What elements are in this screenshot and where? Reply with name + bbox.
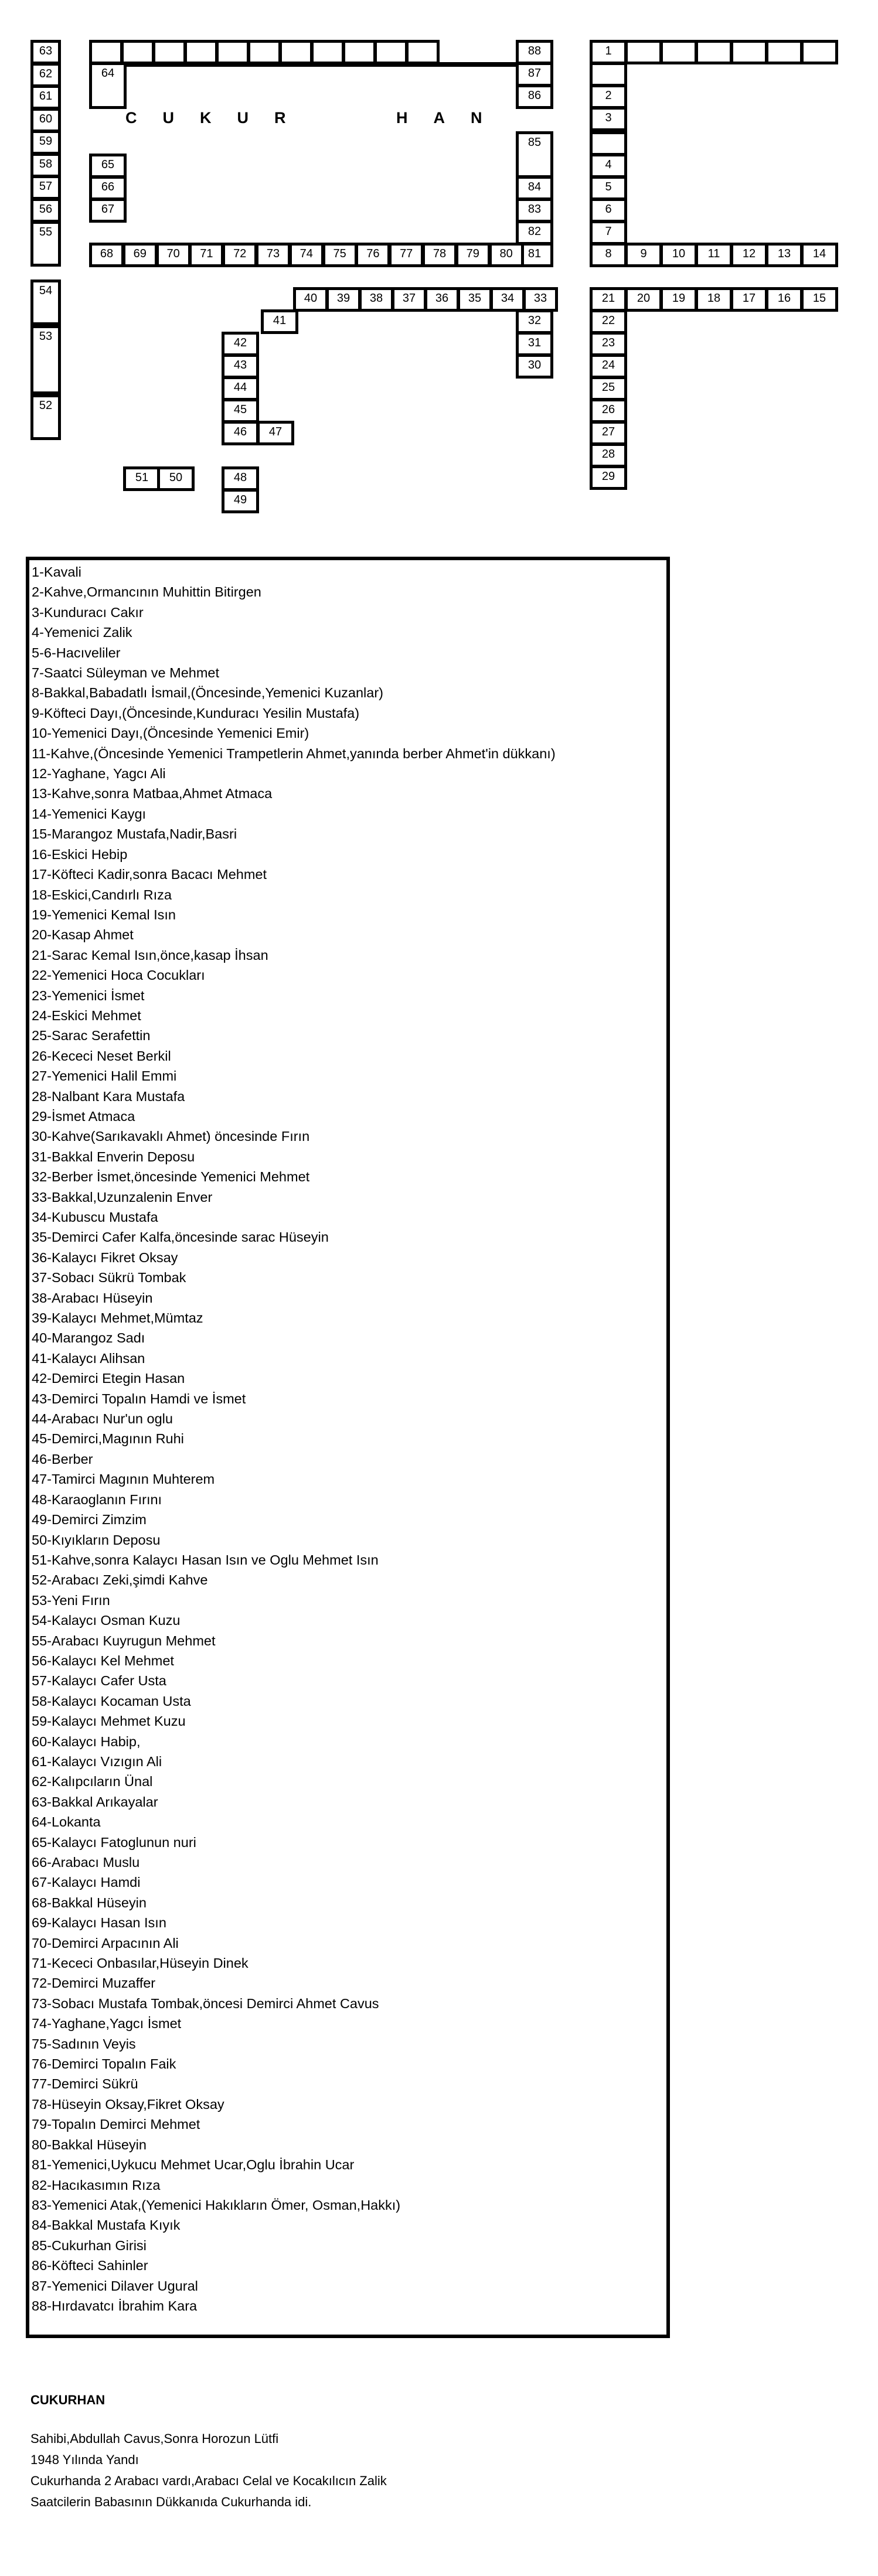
- shop-cell-1: 1: [590, 40, 627, 64]
- legend-item: 74-Yaghane,Yagcı İsmet: [32, 2016, 182, 2032]
- legend-item: 66-Arabacı Muslu: [32, 1855, 140, 1870]
- legend-item: 52-Arabacı Zeki,şimdi Kahve: [32, 1572, 208, 1588]
- shop-cell-17: 17: [730, 287, 768, 312]
- legend-item: 37-Sobacı Sükrü Tombak: [32, 1270, 186, 1286]
- shop-cell-72: 72: [222, 243, 257, 267]
- legend-item: 13-Kahve,sonra Matbaa,Ahmet Atmaca: [32, 786, 273, 802]
- shop-cell-61: 61: [30, 85, 61, 110]
- shop-cell-63: 63: [30, 40, 61, 64]
- shop-cell-21: 21: [590, 287, 627, 312]
- shop-cell-blank: [89, 40, 123, 64]
- legend-item: 85-Cukurhan Girisi: [32, 2237, 147, 2253]
- shop-cell-12: 12: [730, 243, 768, 267]
- shop-cell-blank: [660, 40, 697, 64]
- shop-cell-34: 34: [490, 287, 525, 312]
- legend-item: 41-Kalaycı Alihsan: [32, 1350, 145, 1366]
- shop-cell-blank: [590, 62, 627, 87]
- shop-cell-87: 87: [516, 62, 553, 87]
- shop-cell-26: 26: [590, 398, 627, 423]
- legend-item: 87-Yemenici Dilaver Ugural: [32, 2278, 198, 2294]
- shop-cell-16: 16: [765, 287, 803, 312]
- shop-cell-28: 28: [590, 443, 627, 468]
- legend-item: 31-Bakkal Enverin Deposu: [32, 1149, 195, 1164]
- shop-cell-39: 39: [326, 287, 361, 312]
- shop-cell-29: 29: [590, 465, 627, 490]
- legend-item: 16-Eskici Hebip: [32, 846, 128, 862]
- legend-item: 18-Eskici,Candırlı Rıza: [32, 887, 172, 902]
- legend-item: 63-Bakkal Arıkayalar: [32, 1794, 158, 1810]
- shop-cell-66: 66: [89, 176, 127, 200]
- shop-cell-49: 49: [222, 489, 259, 513]
- legend-item: 64-Lokanta: [32, 1814, 101, 1830]
- legend-item: 28-Nalbant Kara Mustafa: [32, 1088, 185, 1104]
- shop-cell-74: 74: [289, 243, 324, 267]
- legend-item: 88-Hırdavatcı İbrahim Kara: [32, 2298, 198, 2313]
- shop-cell-78: 78: [422, 243, 457, 267]
- map-title-cukur: CUKUR: [125, 109, 312, 127]
- legend-item: 7-Saatci Süleyman ve Mehmet: [32, 665, 220, 681]
- shop-cell-36: 36: [424, 287, 460, 312]
- shop-cell-80: 80: [489, 243, 524, 267]
- footer-title: CUKURHAN: [30, 2393, 106, 2407]
- shop-cell-50: 50: [157, 466, 195, 491]
- shop-cell-31: 31: [516, 332, 553, 356]
- legend-item: 60-Kalaycı Habip,: [32, 1733, 141, 1749]
- legend-item: 73-Sobacı Mustafa Tombak,öncesi Demirci Ahmet Cavus: [32, 1995, 379, 2011]
- shop-cell-56: 56: [30, 198, 61, 223]
- shop-cell-58: 58: [30, 153, 61, 178]
- legend-item: 5-6-Hacıveliler: [32, 645, 121, 660]
- shop-cell-48: 48: [222, 466, 259, 491]
- legend-item: 19-Yemenici Kemal Isın: [32, 907, 176, 922]
- legend-item: 36-Kalaycı Fikret Oksay: [32, 1249, 178, 1265]
- legend-item: 26-Kececi Neset Berkil: [32, 1048, 171, 1064]
- shop-cell-67: 67: [89, 198, 127, 223]
- shop-cell-77: 77: [389, 243, 424, 267]
- shop-legend: [26, 557, 670, 2338]
- shop-cell-71: 71: [189, 243, 224, 267]
- shop-cell-7: 7: [590, 220, 627, 245]
- legend-item: 82-Hacıkasımın Rıza: [32, 2177, 161, 2193]
- shop-cell-22: 22: [590, 309, 627, 334]
- legend-item: 9-Köfteci Dayı,(Öncesinde,Kunduracı Yesilin Mustafa): [32, 705, 360, 721]
- legend-item: 33-Bakkal,Uzunzalenin Enver: [32, 1189, 213, 1205]
- shop-cell-32: 32: [516, 309, 553, 334]
- legend-item: 46-Berber: [32, 1451, 93, 1467]
- shop-cell-70: 70: [156, 243, 191, 267]
- shop-cell-30: 30: [516, 354, 553, 379]
- shop-cell-37: 37: [392, 287, 427, 312]
- shop-cell-blank: [121, 40, 155, 64]
- shop-cell-blank: [279, 40, 313, 64]
- legend-item: 72-Demirci Muzaffer: [32, 1975, 156, 1991]
- legend-item: 75-Sadının Veyis: [32, 2036, 136, 2052]
- legend-item: 35-Demirci Cafer Kalfa,öncesinde sarac Hüseyin: [32, 1229, 329, 1245]
- legend-item: 3-Kunduracı Cakır: [32, 604, 144, 620]
- shop-cell-53: 53: [30, 325, 61, 394]
- shop-cell-blank: [730, 40, 768, 64]
- shop-cell-62: 62: [30, 63, 61, 87]
- legend-item: 8-Bakkal,Babadatlı İsmail,(Öncesinde,Yemenici Kuzanlar): [32, 685, 383, 701]
- shop-cell-18: 18: [695, 287, 733, 312]
- shop-cell-14: 14: [801, 243, 838, 267]
- legend-item: 79-Topalın Demirci Mehmet: [32, 2117, 200, 2132]
- legend-item: 2-Kahve,Ormancının Muhittin Bitirgen: [32, 584, 261, 600]
- legend-item: 80-Bakkal Hüseyin: [32, 2137, 147, 2152]
- shop-cell-47: 47: [257, 421, 294, 445]
- shop-cell-20: 20: [625, 287, 662, 312]
- shop-cell-79: 79: [455, 243, 491, 267]
- shop-cell-81: 81: [516, 243, 553, 267]
- legend-item: 30-Kahve(Sarıkavaklı Ahmet) öncesinde Fırın: [32, 1129, 310, 1144]
- shop-cell-65: 65: [89, 154, 127, 178]
- legend-item: 1-Kavali: [32, 564, 81, 580]
- legend-item: 76-Demirci Topalın Faik: [32, 2056, 176, 2072]
- legend-item: 23-Yemenici İsmet: [32, 987, 145, 1003]
- legend-item: 4-Yemenici Zalik: [32, 625, 132, 640]
- shop-cell-11: 11: [695, 243, 733, 267]
- shop-cell-2: 2: [590, 84, 627, 109]
- legend-item: 61-Kalaycı Vızıgın Ali: [32, 1753, 162, 1769]
- legend-item: 10-Yemenici Dayı,(Öncesinde Yemenici Emir): [32, 725, 309, 741]
- legend-item: 11-Kahve,(Öncesinde Yemenici Trampetlerin Ahmet,yanında berber Ahmet'in dükkanı): [32, 745, 556, 761]
- shop-cell-blank: [625, 40, 662, 64]
- shop-cell-75: 75: [322, 243, 358, 267]
- legend-item: 15-Marangoz Mustafa,Nadir,Basri: [32, 826, 237, 842]
- legend-item: 17-Köfteci Kadir,sonra Bacacı Mehmet: [32, 867, 267, 882]
- legend-item: 53-Yeni Fırın: [32, 1592, 110, 1608]
- legend-item: 14-Yemenici Kaygı: [32, 806, 147, 822]
- shop-cell-blank: [765, 40, 803, 64]
- legend-item: 45-Demirci,Magının Ruhi: [32, 1431, 184, 1447]
- shop-cell-4: 4: [590, 154, 627, 178]
- map-title-han: HAN: [396, 109, 508, 127]
- shop-cell-68: 68: [89, 243, 124, 267]
- shop-cell-24: 24: [590, 354, 627, 379]
- shop-cell-41: 41: [261, 309, 298, 334]
- shop-cell-5: 5: [590, 176, 627, 200]
- shop-cell-blank: [184, 40, 218, 64]
- legend-item: 57-Kalaycı Cafer Usta: [32, 1673, 166, 1689]
- footer-line: Cukurhanda 2 Arabacı vardı,Arabacı Celal ve Kocakılıcın Zalik: [30, 2473, 387, 2488]
- shop-cell-84: 84: [516, 176, 553, 200]
- legend-item: 42-Demirci Etegin Hasan: [32, 1371, 185, 1386]
- shop-cell-52: 52: [30, 394, 61, 440]
- legend-item: 48-Karaoglanın Fırını: [32, 1491, 162, 1507]
- shop-cell-blank: [216, 40, 250, 64]
- shop-cell-42: 42: [222, 332, 259, 356]
- shop-cell-35: 35: [457, 287, 492, 312]
- legend-item: 38-Arabacı Hüseyin: [32, 1290, 153, 1306]
- shop-cell-15: 15: [801, 287, 838, 312]
- shop-cell-blank: [311, 40, 345, 64]
- shop-cell-9: 9: [625, 243, 662, 267]
- legend-item: 50-Kıyıkların Deposu: [32, 1532, 161, 1548]
- shop-cell-55: 55: [30, 221, 61, 267]
- shop-cell-3: 3: [590, 107, 627, 131]
- legend-item: 84-Bakkal Mustafa Kıyık: [32, 2217, 181, 2233]
- footer-line: 1948 Yılında Yandı: [30, 2452, 139, 2467]
- legend-item: 62-Kalıpcıların Ünal: [32, 1774, 153, 1790]
- legend-item: 71-Kececi Onbasılar,Hüseyin Dinek: [32, 1955, 249, 1971]
- shop-cell-blank: [590, 131, 627, 156]
- shop-cell-54: 54: [30, 280, 61, 325]
- shop-cell-19: 19: [660, 287, 697, 312]
- shop-cell-blank: [406, 40, 440, 64]
- shop-cell-82: 82: [516, 220, 553, 245]
- shop-cell-blank: [801, 40, 838, 64]
- shop-cell-blank: [342, 40, 376, 64]
- shop-cell-38: 38: [359, 287, 394, 312]
- legend-item: 29-İsmet Atmaca: [32, 1108, 135, 1124]
- shop-cell-13: 13: [765, 243, 803, 267]
- shop-cell-60: 60: [30, 108, 61, 132]
- shop-cell-25: 25: [590, 376, 627, 401]
- legend-item: 67-Kalaycı Hamdi: [32, 1875, 141, 1890]
- legend-item: 69-Kalaycı Hasan Isın: [32, 1915, 166, 1931]
- shop-cell-blank: [247, 40, 281, 64]
- legend-item: 12-Yaghane, Yagcı Ali: [32, 766, 166, 782]
- shop-cell-27: 27: [590, 421, 627, 445]
- shop-cell-blank: [695, 40, 733, 64]
- shop-cell-46: 46: [222, 421, 259, 445]
- shop-cell-blank: [152, 40, 186, 64]
- footer-line: Saatcilerin Babasının Dükkanıda Cukurhanda idi.: [30, 2495, 312, 2509]
- shop-cell-40: 40: [293, 287, 328, 312]
- legend-item: 20-Kasap Ahmet: [32, 927, 134, 943]
- legend-item: 32-Berber İsmet,öncesinde Yemenici Mehmet: [32, 1169, 310, 1185]
- shop-cell-64: 64: [89, 62, 127, 109]
- legend-item: 77-Demirci Sükrü: [32, 2076, 138, 2092]
- shop-cell-59: 59: [30, 130, 61, 155]
- shop-cell-88: 88: [516, 40, 553, 64]
- legend-item: 78-Hüseyin Oksay,Fikret Oksay: [32, 2096, 224, 2112]
- shop-cell-73: 73: [256, 243, 291, 267]
- shop-cell-43: 43: [222, 354, 259, 379]
- legend-item: 27-Yemenici Halil Emmi: [32, 1068, 177, 1084]
- legend-item: 39-Kalaycı Mehmet,Mümtaz: [32, 1310, 203, 1326]
- legend-item: 51-Kahve,sonra Kalaycı Hasan Isın ve Oglu Mehmet Isın: [32, 1552, 379, 1568]
- shop-cell-10: 10: [660, 243, 697, 267]
- shop-cell-blank: [374, 40, 408, 64]
- shop-cell-45: 45: [222, 398, 259, 423]
- shop-cell-51: 51: [123, 466, 161, 491]
- legend-item: 59-Kalaycı Mehmet Kuzu: [32, 1713, 186, 1729]
- legend-item: 86-Köfteci Sahinler: [32, 2258, 148, 2274]
- shop-cell-69: 69: [122, 243, 158, 267]
- legend-item: 22-Yemenici Hoca Cocukları: [32, 967, 205, 983]
- shop-cell-57: 57: [30, 175, 61, 200]
- footer-line: Sahibi,Abdullah Cavus,Sonra Horozun Lütfi: [30, 2431, 279, 2446]
- legend-item: 24-Eskici Mehmet: [32, 1007, 141, 1023]
- legend-item: 81-Yemenici,Uykucu Mehmet Ucar,Oglu İbrahin Ucar: [32, 2157, 355, 2173]
- legend-item: 43-Demirci Topalın Hamdi ve İsmet: [32, 1391, 246, 1406]
- shop-cell-33: 33: [523, 287, 558, 312]
- legend-item: 34-Kubuscu Mustafa: [32, 1209, 158, 1225]
- legend-item: 56-Kalaycı Kel Mehmet: [32, 1652, 174, 1668]
- legend-item: 44-Arabacı Nur'un oglu: [32, 1411, 173, 1427]
- shop-cell-8: 8: [590, 243, 627, 267]
- legend-item: 54-Kalaycı Osman Kuzu: [32, 1613, 181, 1628]
- shop-map: [0, 0, 878, 539]
- legend-item: 40-Marangoz Sadı: [32, 1330, 145, 1346]
- legend-item: 83-Yemenici Atak,(Yemenici Hakıkların Ömer, Osman,Hakkı): [32, 2197, 401, 2213]
- shop-cell-23: 23: [590, 332, 627, 356]
- legend-item: 21-Sarac Kemal Isın,önce,kasap İhsan: [32, 947, 268, 963]
- legend-item: 55-Arabacı Kuyrugun Mehmet: [32, 1633, 216, 1648]
- shop-cell-83: 83: [516, 198, 553, 223]
- shop-cell-85: 85: [516, 131, 553, 178]
- courtyard-edge: [124, 62, 517, 67]
- shop-cell-76: 76: [355, 243, 390, 267]
- legend-item: 58-Kalaycı Kocaman Usta: [32, 1693, 191, 1709]
- legend-item: 68-Bakkal Hüseyin: [32, 1894, 147, 1910]
- legend-item: 70-Demirci Arpacının Ali: [32, 1935, 179, 1951]
- shop-cell-44: 44: [222, 376, 259, 401]
- legend-item: 25-Sarac Serafettin: [32, 1028, 151, 1044]
- shop-cell-86: 86: [516, 84, 553, 109]
- legend-item: 65-Kalaycı Fatoglunun nuri: [32, 1834, 196, 1850]
- shop-cell-6: 6: [590, 198, 627, 223]
- legend-item: 49-Demirci Zimzim: [32, 1512, 147, 1528]
- footer: [30, 2390, 387, 2513]
- legend-item: 47-Tamirci Magının Muhterem: [32, 1471, 215, 1487]
